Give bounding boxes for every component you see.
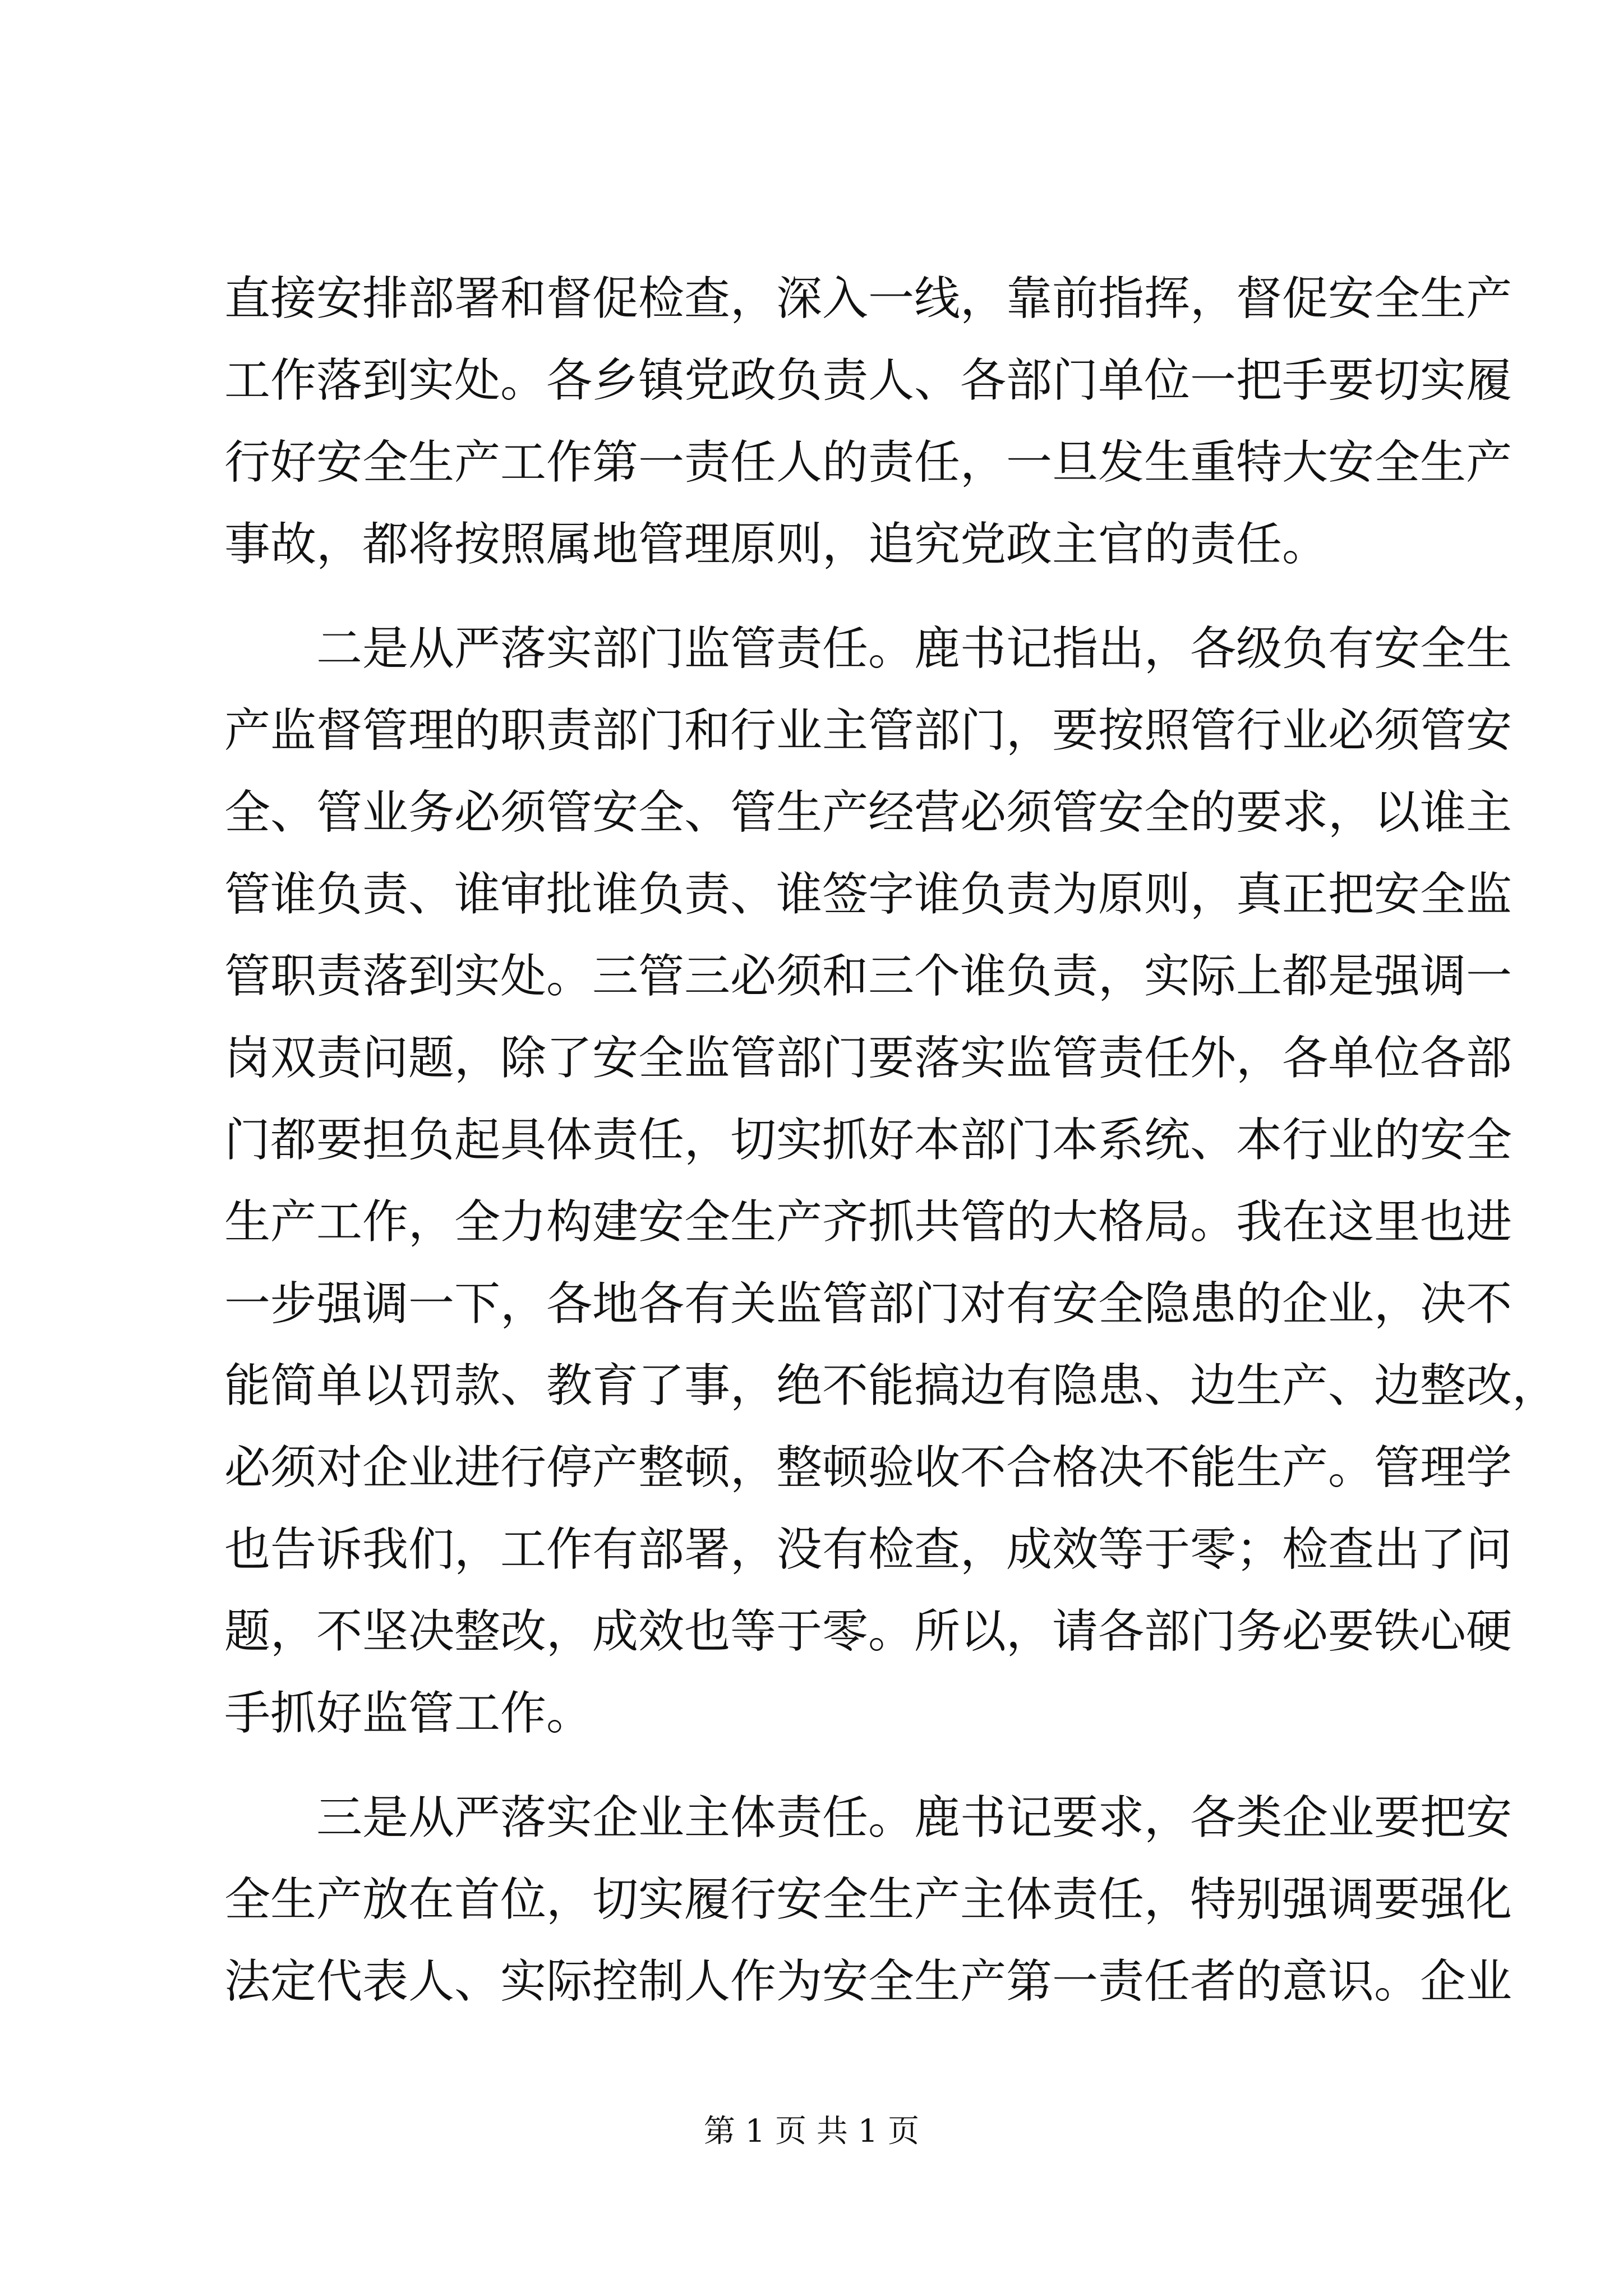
paragraph-line: 二是从严落实部门监管责任。鹿书记指出，各级负有安全生 bbox=[316, 622, 1513, 675]
paragraph-line: 管职责落到实处。三管三必须和三个谁负责，实际上都是强调一 bbox=[224, 950, 1513, 1003]
paragraph-line: 必须对企业进行停产整顿，整顿验收不合格决不能生产。管理学 bbox=[224, 1441, 1513, 1494]
paragraph-line: 三是从严落实企业主体责任。鹿书记要求，各类企业要把安 bbox=[316, 1791, 1513, 1844]
paragraph-line: 也告诉我们，工作有部署，没有检查，成效等于零；检查出了问 bbox=[224, 1523, 1513, 1576]
paragraph-line: 事故，都将按照属地管理原则，追究党政主官的责任。 bbox=[224, 518, 1329, 571]
paragraph-line: 生产工作，全力构建安全生产齐抓共管的大格局。我在这里也进 bbox=[224, 1195, 1513, 1249]
paragraph-line: 手抓好监管工作。 bbox=[224, 1687, 593, 1740]
paragraph-line: 产监督管理的职责部门和行业主管部门，要按照管行业必须管安 bbox=[224, 704, 1513, 757]
paragraph-line: 岗双责问题，除了安全监管部门要落实监管责任外，各单位各部 bbox=[224, 1032, 1513, 1085]
paragraph-line: 题，不坚决整改，成效也等于零。所以，请各部门务必要铁心硬 bbox=[224, 1605, 1513, 1658]
paragraph-line: 全生产放在首位，切实履行安全生产主体责任，特别强调要强化 bbox=[224, 1873, 1513, 1926]
paragraph-line: 一步强调一下，各地各有关监管部门对有安全隐患的企业，决不 bbox=[224, 1277, 1513, 1331]
document-body bbox=[224, 258, 1559, 2023]
paragraph-1 bbox=[224, 258, 1513, 586]
page-number-footer: 第 1 页 共 1 页 bbox=[703, 2113, 920, 2150]
paragraph-line: 门都要担负起具体责任，切实抓好本部门本系统、本行业的安全 bbox=[224, 1114, 1513, 1167]
paragraph-line: 法定代表人、实际控制人作为安全生产第一责任者的意识。企业 bbox=[224, 1955, 1513, 2008]
paragraph-2 bbox=[224, 608, 1559, 1755]
paragraph-line: 全、管业务必须管安全、管生产经营必须管安全的要求，以谁主 bbox=[224, 786, 1513, 839]
paragraph-line: 直接安排部署和督促检查，深入一线，靠前指挥，督促安全生产 bbox=[224, 272, 1513, 325]
paragraph-line: 能简单以罚款、教育了事，绝不能搞边有隐患、边生产、边整改， bbox=[224, 1359, 1559, 1412]
paragraph-line: 工作落到实处。各乡镇党政负责人、各部门单位一把手要切实履 bbox=[224, 354, 1513, 407]
paragraph-3 bbox=[224, 1777, 1513, 2023]
paragraph-line: 管谁负责、谁审批谁负责、谁签字谁负责为原则，真正把安全监 bbox=[224, 868, 1513, 921]
paragraph-line: 行好安全生产工作第一责任人的责任，一旦发生重特大安全生产 bbox=[224, 436, 1513, 489]
